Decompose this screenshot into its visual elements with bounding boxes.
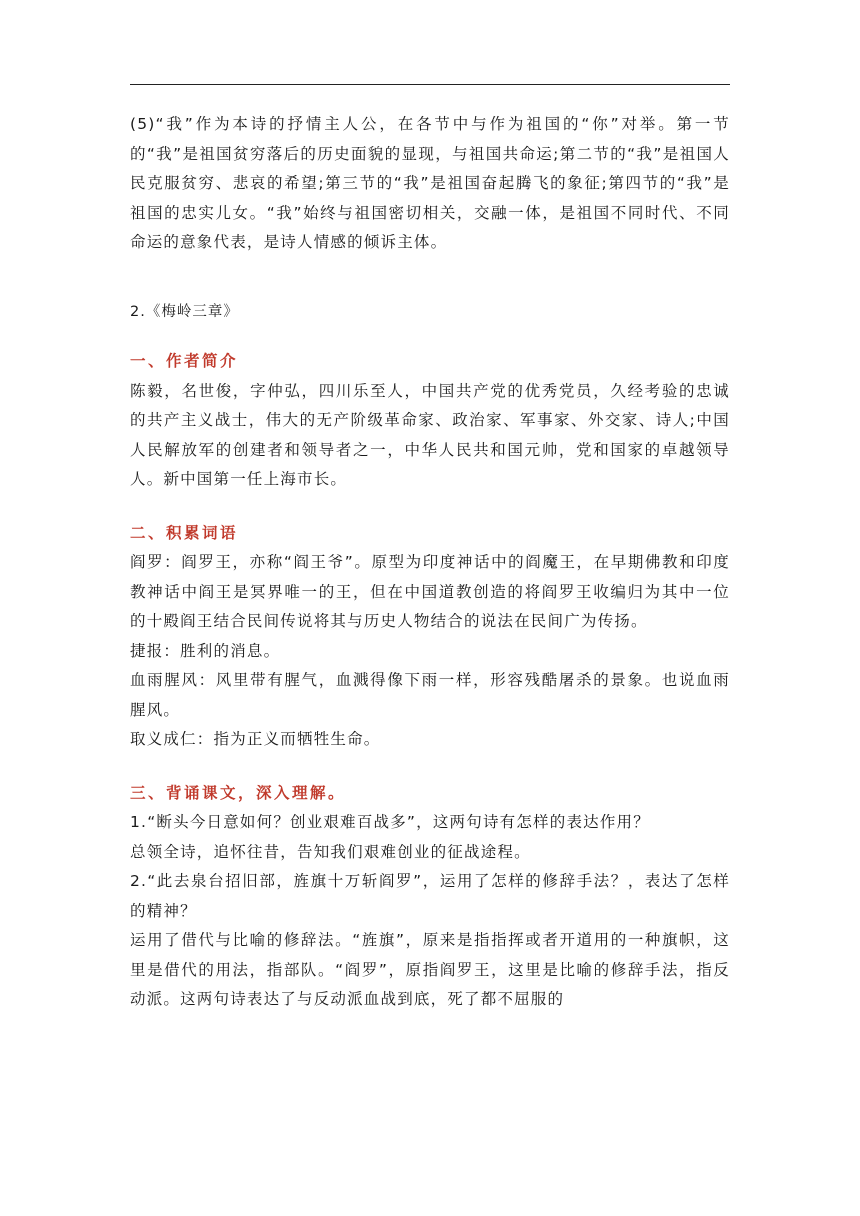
section-title-author: 一、作者简介 <box>130 352 239 370</box>
answer-1: 总领全诗，追怀往昔，告知我们艰难创业的征战途程。 <box>130 842 531 861</box>
poem-heading: 2.《梅岭三章》 <box>130 303 239 320</box>
section-title-vocabulary: 二、积累词语 <box>130 523 239 542</box>
header-rule <box>130 84 730 85</box>
answer-2: 运用了借代与比喻的修辞法。“旌旗”，原来是指指挥或者开道用的一种旗帜，这里是借代的用法，指部队。“阎罗”，原指阎罗王，这里是比喻的修辞手法，指反动派。这两句诗表达了与反动派血战到底，死了都不屈服的 <box>130 931 730 1008</box>
vocab-entry-quyichengren: 取义成仁：指为正义而牺牲生命。 <box>130 730 381 748</box>
question-1: 1.“断头今日意如何？创业艰难百战多”，这两句诗有怎样的表达作用？ <box>130 813 650 831</box>
author-intro-paragraph: 陈毅，名世俊，字仲弘，四川乐至人，中国共产党的优秀党员，久经考验的忠诚的共产主义战士，伟大的无产阶级革命家、政治家、军事家、外交家、诗人;中国人民解放军的创建者和领导者之一，中华人民共和国元帅，党和国家的卓越领导人。新中国第一任上海市长。 <box>130 381 730 488</box>
question-2: 2.“此去泉台招旧部，旌旗十万斩阎罗”，运用了怎样的修辞手法？，表达了怎样的精神？ <box>130 872 730 920</box>
vocab-entry-yanluo: 阎罗：阎罗王，亦称“阎王爷”。原型为印度神话中的阎魔王，在早期佛教和印度教神话中阎王是冥界唯一的王，但在中国道教创造的将阎罗王收编归为其中一位的十殿阎王结合民间传说将其与历史人物结合的说法在民间广为传扬。 <box>130 553 730 630</box>
intro-paragraph: (5)“我”作为本诗的抒情主人公，在各节中与作为祖国的“你”对举。第一节的“我”是祖国贫穷落后的历史面貌的显现，与祖国共命运;第二节的“我”是祖国人民克服贫穷、悲哀的希望;第三节的“我”是祖国奋起腾飞的象征;第四节的“我”是祖国的忠实儿女。“我”始终与祖国密切相关，交融一体，是祖国不同时代、不同命运的意象代表，是诗人情感的倾诉主体。 <box>130 115 730 251</box>
section-title-recitation: 三、背诵课文，深入理解。 <box>130 783 347 802</box>
document-body <box>130 110 730 1015</box>
vocab-entry-jiebao: 捷报：胜利的消息。 <box>130 641 281 660</box>
vocab-entry-xueyuxingfeng: 血雨腥风：风里带有腥气，血溅得像下雨一样，形容残酷屠杀的景象。也说血雨腥风。 <box>130 671 730 719</box>
